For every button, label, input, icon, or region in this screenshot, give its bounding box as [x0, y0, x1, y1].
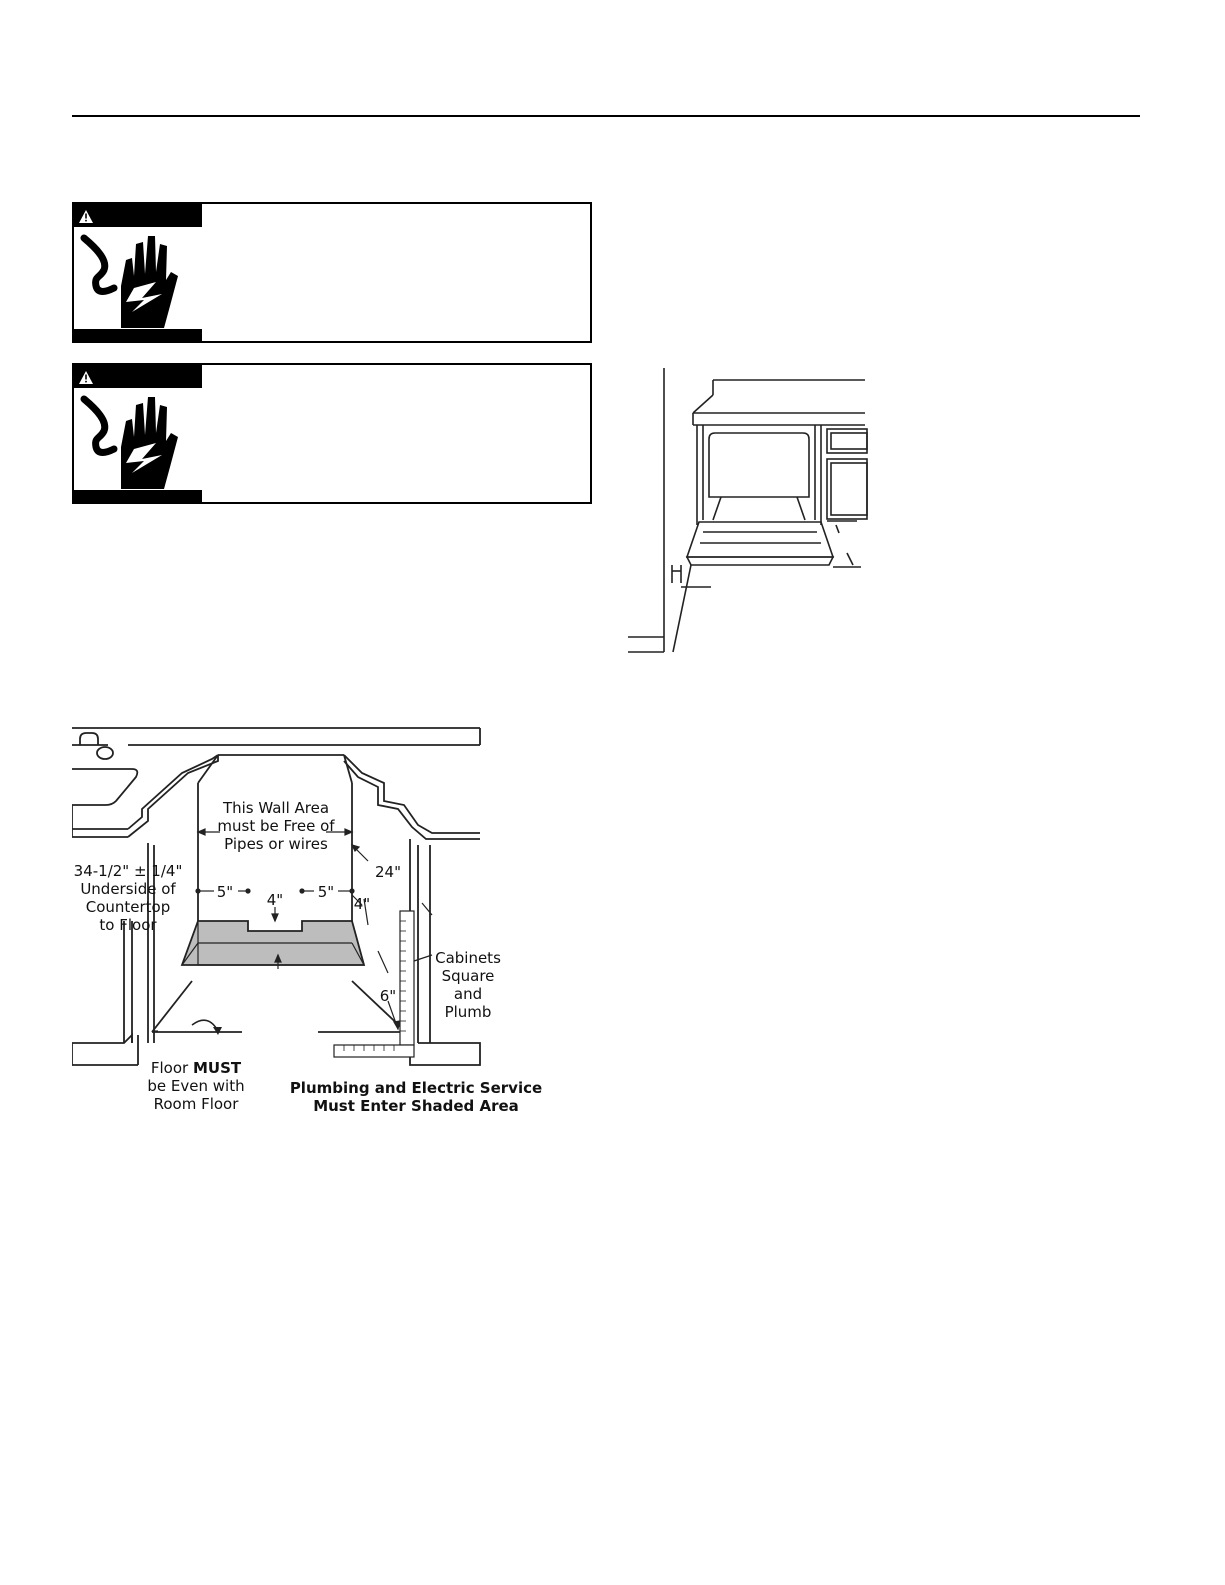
- header-rule: [72, 115, 1140, 117]
- dim-5-left: 5": [216, 883, 234, 901]
- countertop-height-line-2: Underside of: [80, 880, 176, 898]
- cabinets-note-line-1: Cabinets: [435, 949, 501, 967]
- electric-shock-hazard-icon: [74, 204, 202, 341]
- cabinets-note-line-3: and: [453, 985, 483, 1003]
- dim-6: 6": [379, 987, 397, 1005]
- floor-note-line-3: Room Floor: [153, 1095, 239, 1113]
- wall-area-note-line-1: This Wall Area: [222, 799, 330, 817]
- floor-note-line-2: be Even with: [147, 1077, 245, 1095]
- warning-box-1: [72, 202, 592, 343]
- wall-area-note-line-2: must be Free of: [217, 817, 335, 835]
- installation-opening-diagram: [72, 725, 542, 1124]
- countertop-height-line-3: Countertop: [85, 898, 171, 916]
- cabinets-note-line-2: Square: [441, 967, 495, 985]
- dim-24: 24": [375, 863, 401, 881]
- service-note-line-2: Must Enter Shaded Area: [313, 1097, 519, 1115]
- countertop-height-line-1: 34-1/2" ± 1/4": [73, 862, 183, 880]
- dim-5-right: 5": [317, 883, 335, 901]
- countertop-height-line-4: to Floor: [99, 916, 157, 934]
- dim-4-side: 4": [353, 895, 371, 913]
- wall-area-note-line-3: Pipes or wires: [224, 835, 328, 853]
- electric-shock-hazard-icon: [74, 365, 202, 502]
- floor-note-bold: MUST: [192, 1059, 242, 1077]
- warning-box-2: [72, 363, 592, 504]
- floor-note-line-1: [151, 1059, 242, 1077]
- floor-note-prefix: Floor: [150, 1059, 193, 1077]
- cabinets-note-line-4: Plumb: [444, 1003, 492, 1021]
- dim-4-center: 4": [266, 891, 284, 909]
- dishwasher-clearance-diagram: [625, 365, 875, 664]
- service-note-line-1: Plumbing and Electric Service: [289, 1079, 542, 1097]
